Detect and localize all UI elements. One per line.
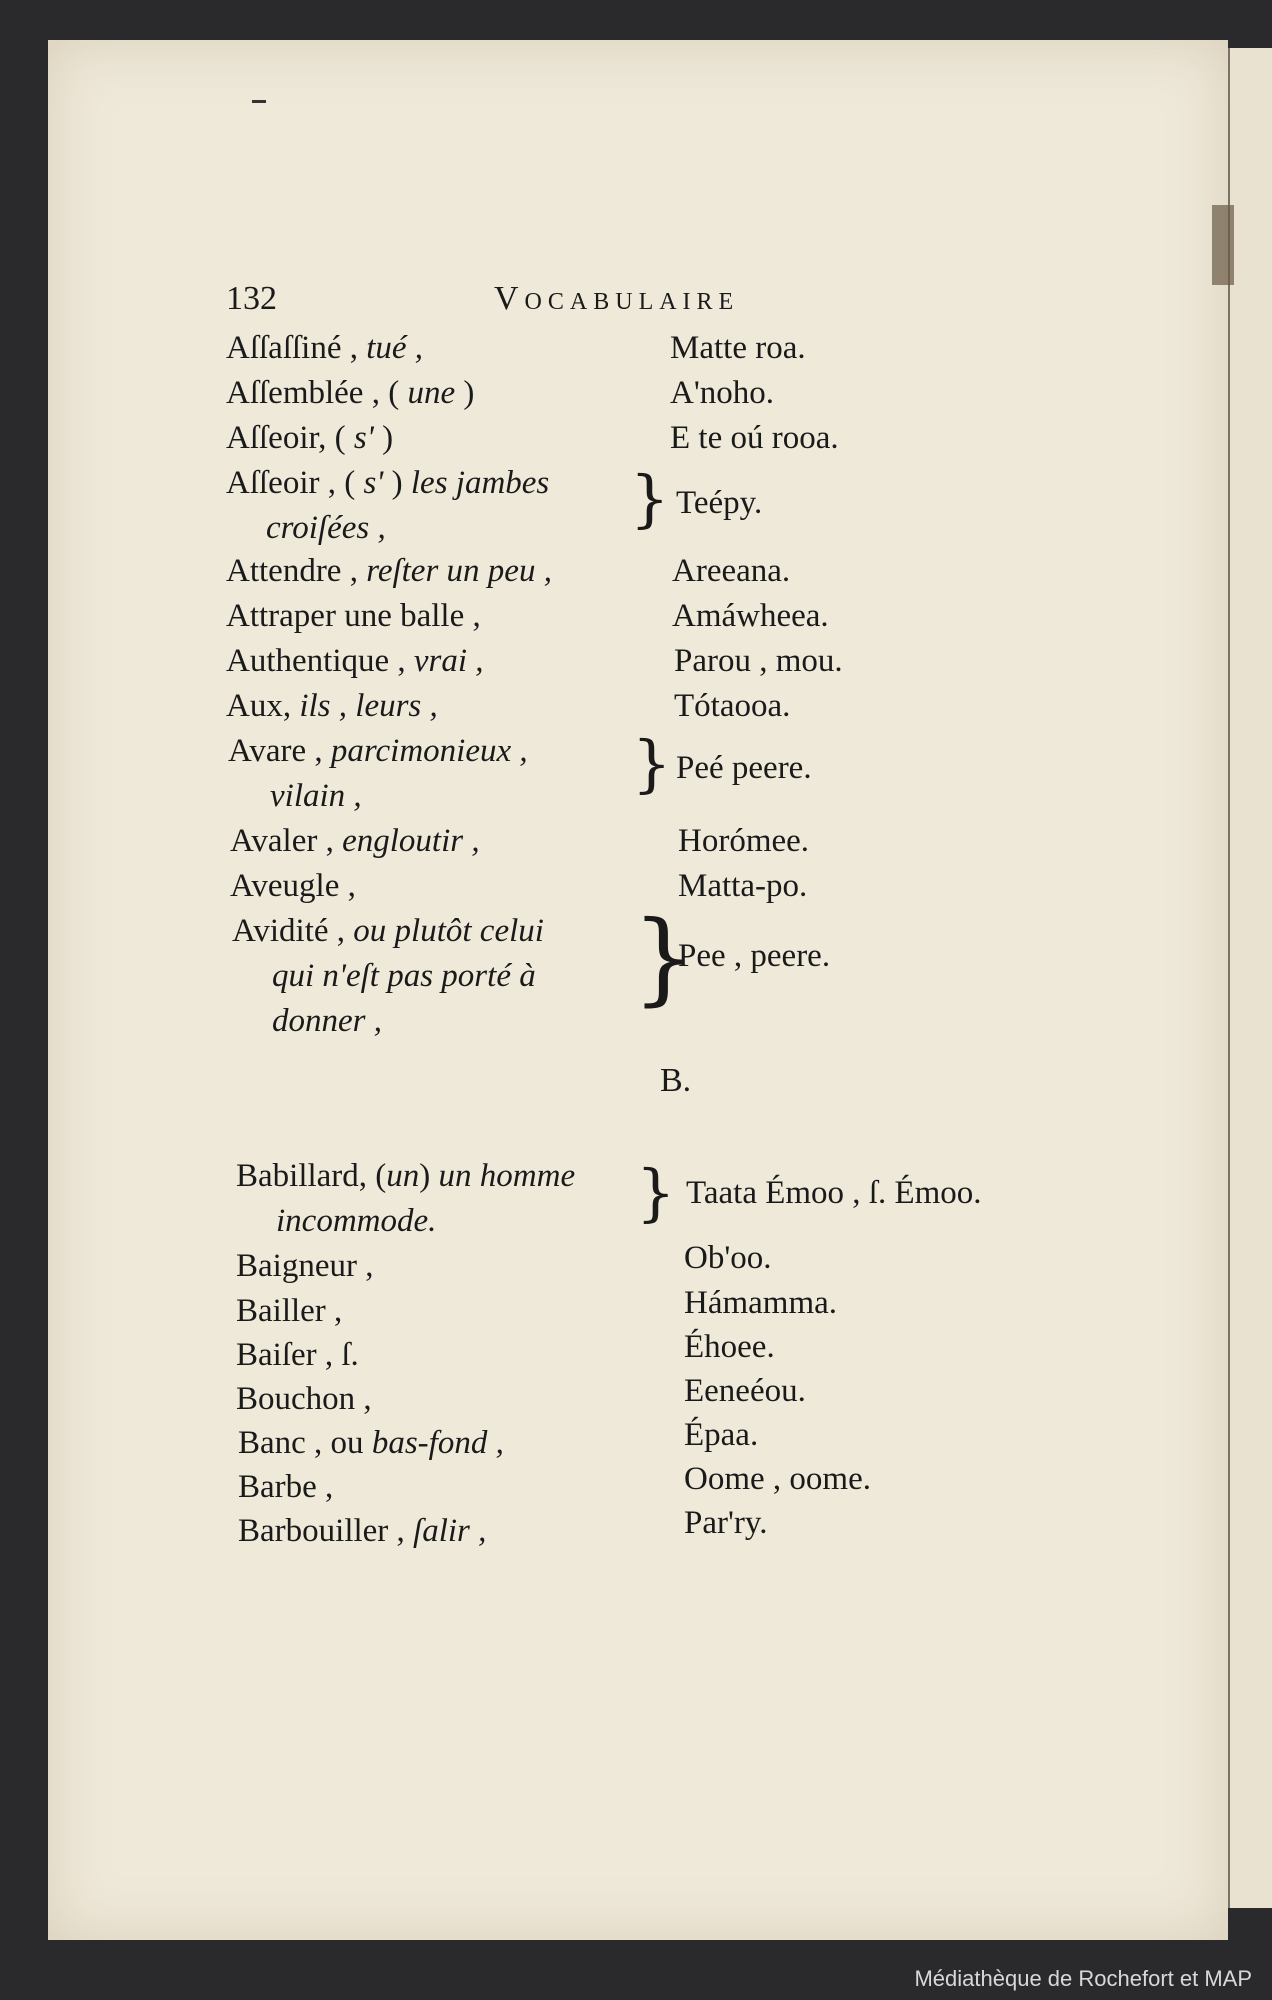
binding-mark: [1212, 205, 1234, 285]
entry-french: Authentique , vrai ,: [226, 643, 484, 679]
entry-french: Babillard, (un) un homme: [236, 1158, 576, 1194]
entry-tahitian: E te oú rooa.: [670, 420, 839, 456]
entry-tahitian: Par'ry.: [684, 1505, 768, 1541]
entry-french: Aux, ils , leurs ,: [226, 688, 438, 724]
entry-french: Aſſeoir , ( s' ) les jambes: [226, 465, 550, 501]
watermark: Médiathèque de Rochefort et MAP: [914, 1966, 1252, 1991]
entry-french: Aveugle ,: [230, 868, 356, 904]
entry-french: Avare , parcimonieux ,: [228, 733, 528, 769]
entry-french: Aſſeoir, ( s' ): [226, 420, 394, 456]
entry-french: Aſſaſſiné , tué ,: [226, 330, 424, 366]
entry-french: Baiſer , ſ.: [236, 1337, 359, 1373]
entry-tahitian: Amáwheea.: [672, 598, 829, 634]
entry-tahitian: Peé peere.: [676, 750, 812, 786]
brace: }: [632, 727, 672, 800]
entry-tahitian: Horómee.: [678, 823, 810, 859]
entry-french: Baigneur ,: [236, 1248, 374, 1284]
entry-tahitian: Épaa.: [684, 1417, 759, 1453]
entry-french: Bouchon ,: [236, 1381, 372, 1417]
entry-continuation: vilain ,: [270, 778, 362, 814]
entry-continuation: qui n'eſt pas porté à: [272, 958, 536, 994]
entry-tahitian: Éhoee.: [684, 1329, 775, 1365]
entry-tahitian: A'noho.: [670, 375, 775, 411]
entry-french: Avidité , ou plutôt celui: [232, 913, 544, 949]
brace: }: [632, 899, 696, 1016]
entry-continuation: incommode.: [276, 1203, 437, 1239]
entry-tahitian: Eeneéou.: [684, 1373, 806, 1409]
entry-tahitian: Tótaooa.: [674, 688, 791, 724]
entry-tahitian: Ob'oo.: [684, 1240, 772, 1276]
entry-french: Bailler ,: [236, 1293, 343, 1329]
entry-french: Aſſemblée , ( une ): [226, 375, 475, 411]
entry-french: Barbouiller , ſalir ,: [238, 1513, 487, 1549]
entry-french: Attraper une balle ,: [226, 598, 481, 634]
entry-tahitian: Matta-po.: [678, 868, 808, 904]
brace: }: [636, 1156, 676, 1229]
entry-tahitian: Oome , oome.: [684, 1461, 871, 1497]
entry-french: Avaler , engloutir ,: [230, 823, 480, 859]
page-number: 132: [226, 280, 277, 317]
entry-tahitian: Taata Émoo , ſ. Émoo.: [686, 1175, 982, 1211]
entry-french: Attendre , reſter un peu ,: [226, 553, 552, 589]
entry-tahitian: Teépy.: [676, 485, 763, 521]
entry-tahitian: Areeana.: [672, 553, 791, 589]
entry-tahitian: Pee , peere.: [678, 938, 831, 974]
running-title: Vocabulaire: [494, 280, 740, 317]
brace: }: [630, 462, 670, 535]
entry-continuation: donner ,: [272, 1003, 382, 1039]
entry-tahitian: Matte roa.: [670, 330, 806, 366]
facing-page-edge: [1228, 48, 1272, 1908]
ink-mark: [252, 100, 266, 103]
entry-french: Banc , ou bas-fond ,: [238, 1425, 504, 1461]
page-header: [226, 280, 856, 320]
entry-tahitian: Parou , mou.: [674, 643, 843, 679]
section-letter: B.: [660, 1062, 692, 1099]
entry-continuation: croiſées ,: [266, 510, 386, 546]
entry-tahitian: Hámamma.: [684, 1285, 838, 1321]
entry-french: Barbe ,: [238, 1469, 334, 1505]
